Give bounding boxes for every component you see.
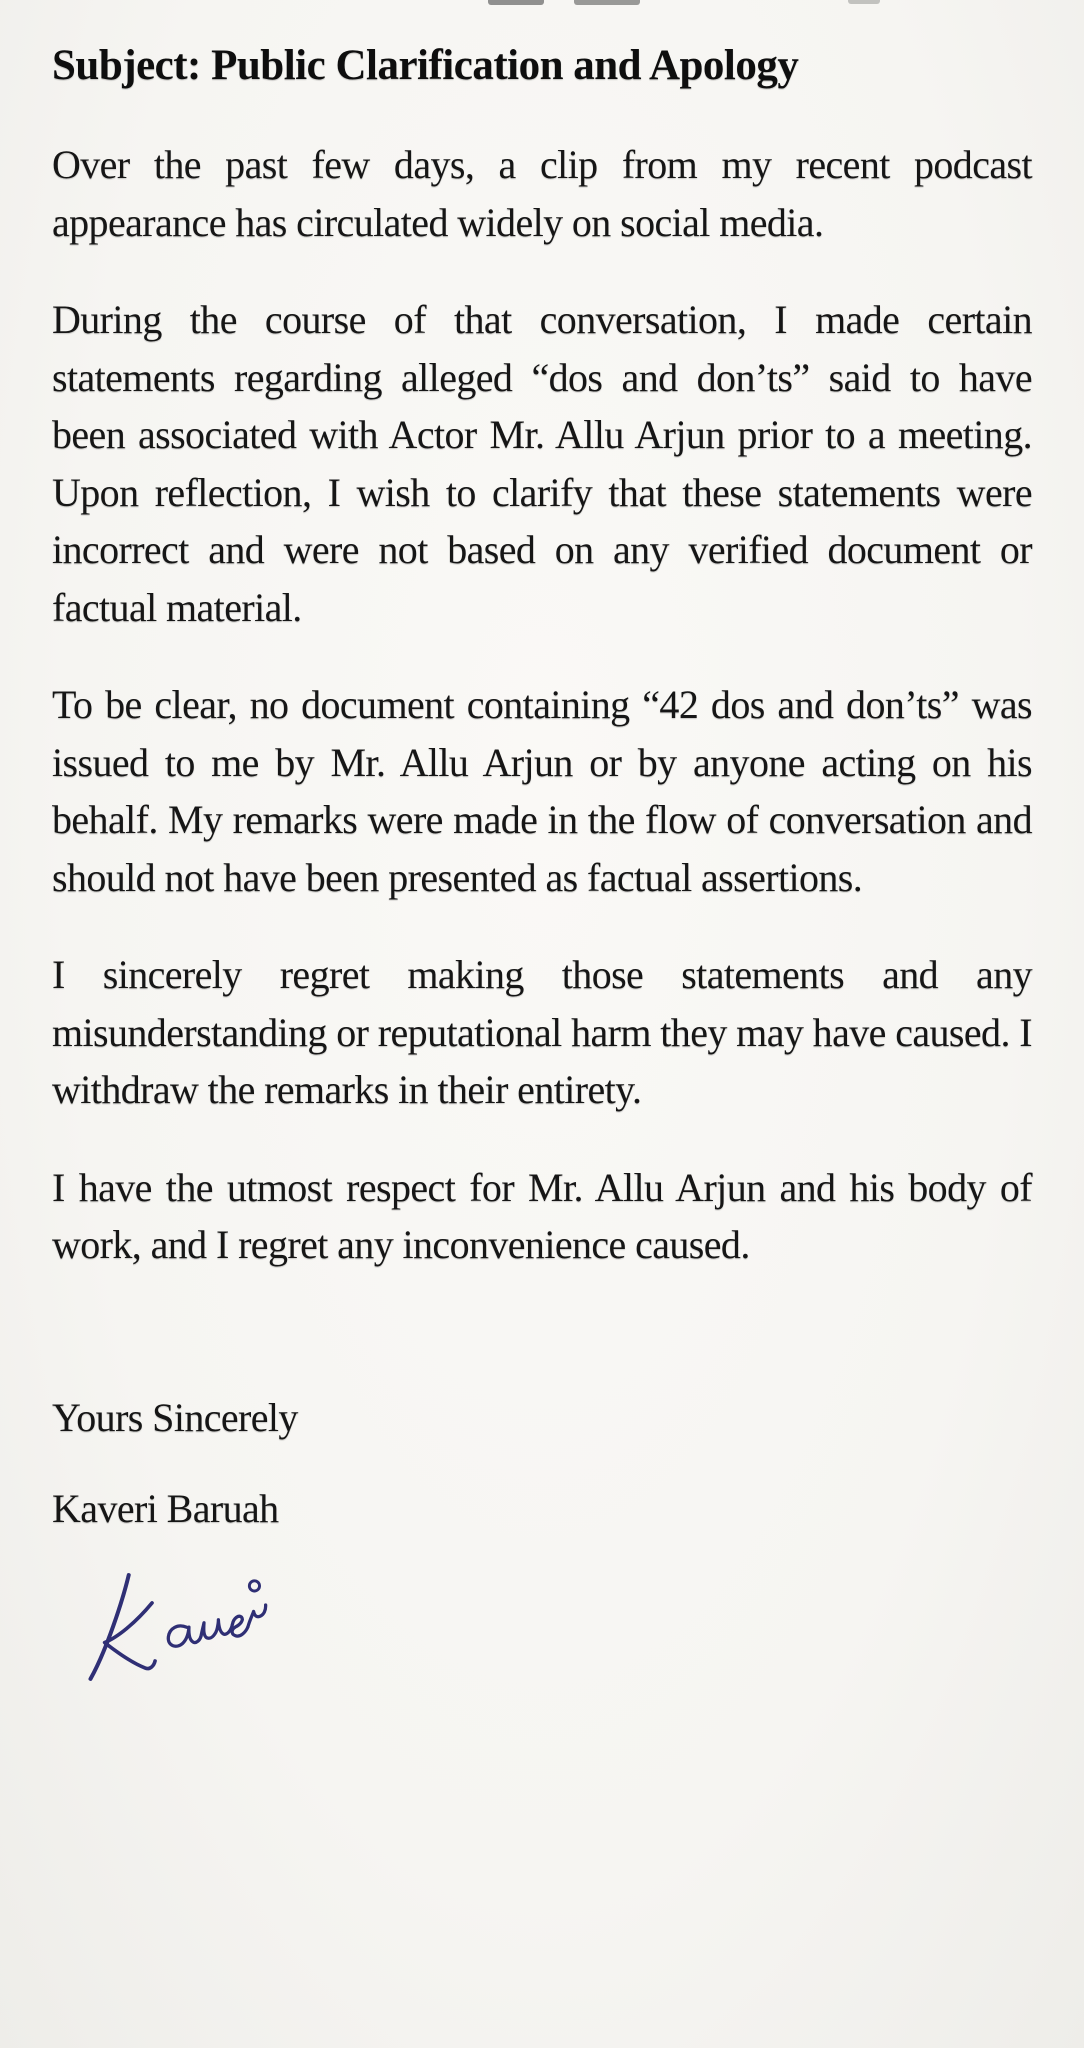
subject-line: Subject: Public Clarification and Apology xyxy=(52,42,799,89)
signature-ring-flourish xyxy=(249,1580,260,1591)
paragraph-respect: I have the utmost respect for Mr. Allu Arjun and his body of work, and I regret any inconvenience caused. xyxy=(52,1164,1032,1267)
signature-stroke xyxy=(247,1604,267,1626)
handwritten-signature xyxy=(63,1553,288,1696)
paragraph-regret-withdrawal: I sincerely regret making those statements and any misunderstanding or reputational harm they may have caused. I withdraw the remarks in their entirety. xyxy=(52,952,1032,1112)
paragraph-intro: Over the past few days, a clip from my recent podcast appearance has circulated widely on social media. xyxy=(52,142,1032,245)
signature-stroke xyxy=(200,1619,233,1639)
signature-stroke xyxy=(231,1615,248,1636)
paragraph-no-document: To be clear, no document containing “42 dos and don’ts” was issued to me by Mr. Allu Arjun or by anyone acting on his behalf. My remarks were made in the flow of conversation and should not have been presented as factual assertions. xyxy=(52,682,1032,900)
paragraph-clarification: During the course of that conversation, I made certain statements regarding alleged “dos and don’ts” said to have been associated with Actor Mr. Allu Arjun prior to a meeting. Upon reflection, I wish to clarify that these statements were incorrect and were not based on any verified document or factual material. xyxy=(52,297,1032,630)
closing-salutation: Yours Sincerely xyxy=(52,1394,298,1440)
signatory-name: Kaveri Baruah xyxy=(52,1485,279,1531)
signature-stroke xyxy=(168,1624,202,1646)
signature-image xyxy=(63,1553,288,1696)
